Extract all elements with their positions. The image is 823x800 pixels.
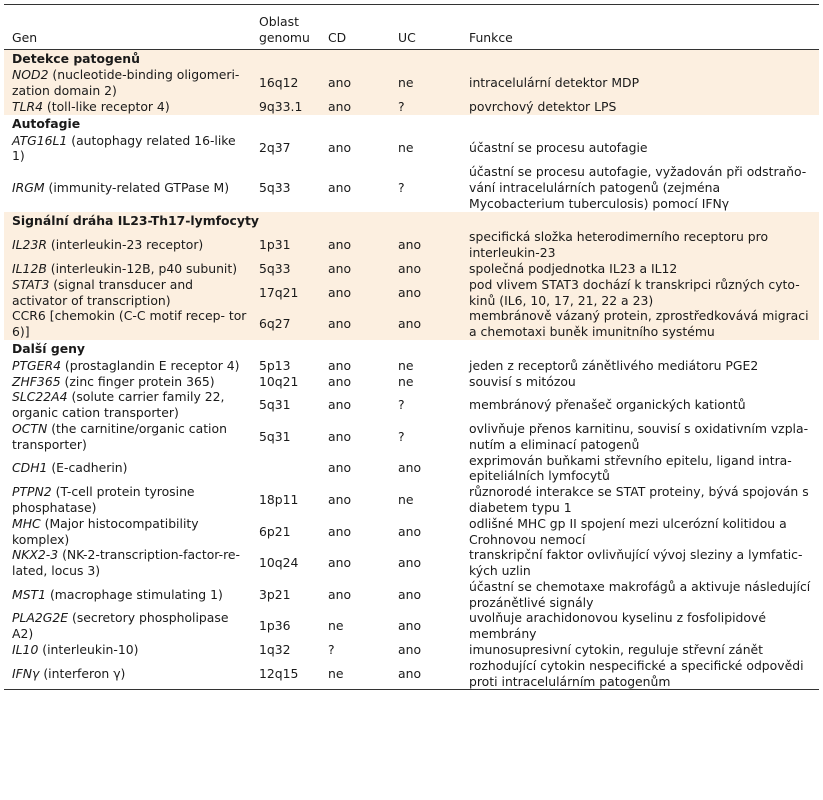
gene-description: (interleukin-10) (38, 642, 139, 658)
table-row (4, 484, 819, 516)
function-cell: rozhodující cytokin nespecifické a specifické odpovědi proti intracelulárním patogenům (461, 658, 819, 690)
table-row (4, 261, 819, 277)
gene-cell (4, 164, 251, 211)
gene-cell (4, 308, 251, 340)
section-header-row (4, 49, 819, 67)
locus-cell: 6p21 (259, 523, 291, 539)
gene-symbol: MST1 (12, 586, 47, 602)
gene-symbol: OCTN (12, 420, 48, 436)
function-cell: jeden z receptorů zánětlivého mediátoru PGE2 (469, 357, 759, 373)
uc-cell: ne (398, 357, 414, 373)
gene-description: (zinc finger protein 365) (60, 373, 215, 389)
gene-symbol: IRGM (12, 179, 45, 195)
locus-cell: 16q12 (251, 67, 320, 99)
gene-symbol: IFNγ (12, 665, 40, 681)
table-row (4, 453, 819, 485)
uc-cell: ano (398, 523, 422, 539)
uc-cell: ne (390, 67, 461, 99)
table-row (4, 547, 819, 579)
cd-cell: ano (328, 179, 352, 195)
gene-symbol: IL10 (12, 642, 39, 658)
gene-symbol: PTGER4 (12, 357, 61, 373)
locus-cell: 10q24 (259, 555, 299, 571)
header-uc: UC (390, 5, 461, 50)
uc-cell: ano (398, 460, 422, 476)
gene-cell (4, 453, 251, 485)
cd-cell: ano (328, 140, 352, 156)
gene-symbol: TLR4 (12, 98, 43, 114)
gene-cell (4, 579, 251, 611)
gene-description: (secretory phospholipase A2) (12, 610, 229, 642)
gene-description: (prostaglandin E receptor 4) (60, 357, 240, 373)
table-row (4, 658, 819, 690)
gene-cell (4, 516, 251, 548)
cd-cell: ? (328, 642, 335, 658)
gene-description: (E-cadherin) (47, 460, 128, 476)
cd-cell: ano (320, 277, 390, 309)
section-header-row (4, 115, 819, 133)
gene-cell (4, 421, 251, 453)
gene-cell (4, 99, 251, 115)
function-cell: specifická složka heterodimerního receptoru pro interleukin-23 (461, 229, 819, 261)
uc-cell: ? (398, 179, 405, 195)
table-row (4, 642, 819, 658)
gene-description: (the carnitine/organic cation transporter) (12, 420, 227, 452)
function-cell: účastní se procesu autofagie (469, 140, 648, 156)
cd-cell: ano (328, 555, 352, 571)
locus-cell: 6q27 (251, 308, 320, 340)
table-row (4, 277, 819, 309)
table-row (4, 67, 819, 99)
gene-description: (T-cell protein tyrosine phosphatase) (12, 484, 195, 515)
locus-cell (251, 453, 320, 485)
function-cell: uvolňuje arachidonovou kyselinu z fosfolipidové membrány (469, 610, 766, 642)
gene-symbol: ATG16L1 (12, 132, 68, 148)
gene-description: (Major histocompatibility komplex) (12, 515, 199, 547)
function-cell: pod vlivem STAT3 dochází k transkripci různých cyto- kinů (IL6, 10, 17, 21, 22 a 23) (461, 277, 819, 309)
gene-description: (interferon γ) (39, 665, 126, 681)
gene-symbol: MHC (12, 515, 41, 531)
gene-cell (4, 277, 251, 309)
uc-cell: ? (398, 397, 405, 413)
section-title: Signální dráha IL23-Th17-lymfocyty (4, 212, 819, 230)
table-row (4, 164, 819, 211)
gene-description: (autophagy related 16-like 1) (12, 132, 236, 164)
gene-symbol: SLC22A4 (12, 389, 68, 405)
function-cell: účastní se chemotaxe makrofágů a aktivuje následující prozánětlivé signály (469, 578, 811, 610)
gene-symbol: CDH1 (12, 460, 48, 476)
cd-cell: ano (328, 523, 352, 539)
table-row (4, 229, 819, 261)
section-title: Další geny (12, 340, 86, 356)
function-cell: povrchový detektor LPS (461, 99, 819, 115)
locus-cell: 12q15 (251, 658, 320, 690)
cd-cell: ano (320, 261, 390, 277)
gene-symbol: PLA2G2E (12, 610, 69, 626)
locus-cell: 17q21 (251, 277, 320, 309)
gene-symbol: ZHF365 (12, 373, 61, 389)
gene-cell (4, 389, 251, 421)
gene-symbol: IL23R (12, 237, 47, 253)
table-row (4, 579, 819, 611)
table-row (4, 308, 819, 340)
locus-cell: 5q31 (259, 397, 291, 413)
gene-table (4, 4, 819, 690)
section-title: Autofagie (12, 115, 81, 131)
cd-cell: ano (320, 308, 390, 340)
locus-cell: 3p21 (259, 586, 291, 602)
uc-cell: ano (398, 586, 422, 602)
function-cell: odlišné MHC gp II spojení mezi ulcerózní kolitidou a Crohnovou nemocí (469, 515, 787, 547)
gene-cell (4, 133, 251, 165)
locus-cell: 5q33 (259, 179, 291, 195)
function-cell: společná podjednotka IL23 a IL12 (461, 261, 819, 277)
table-row (4, 421, 819, 453)
locus-cell: 1q32 (259, 642, 291, 658)
header-gene: Gen (4, 5, 251, 50)
cd-cell: ano (320, 67, 390, 99)
cd-cell: ano (320, 229, 390, 261)
locus-cell: 10q21 (259, 373, 299, 389)
uc-cell: ? (390, 99, 461, 115)
uc-cell: ano (398, 555, 422, 571)
section-header-row (4, 212, 819, 230)
gene-cell (4, 642, 251, 658)
cd-cell: ne (328, 618, 344, 634)
gene-cell (4, 358, 251, 374)
uc-cell: ano (390, 261, 461, 277)
gene-description: (interleukin-12B, p40 subunit) (46, 260, 238, 276)
uc-cell: ano (398, 618, 422, 634)
uc-cell: ano (398, 642, 422, 658)
cd-cell: ano (328, 492, 352, 507)
gene-symbol: NOD2 (12, 67, 49, 83)
locus-cell: 9q33.1 (251, 99, 320, 115)
table-header (4, 5, 819, 50)
table-row (4, 374, 819, 390)
gene-symbol: NKX2-3 (12, 547, 59, 563)
uc-cell: ? (398, 428, 405, 444)
section-header-row (4, 340, 819, 358)
function-cell: účastní se procesu autofagie, vyžadován při odstraňo- vání intracelulárních patogenů (zejména Mycobacterium tuberculosis) pomocí IFNγ (469, 164, 807, 211)
uc-cell: ano (390, 658, 461, 690)
header-cd: CD (320, 5, 390, 50)
function-cell: různorodé interakce se STAT proteiny, bývá spojován s diabetem typu 1 (469, 484, 809, 515)
function-cell: intracelulární detektor MDP (461, 67, 819, 99)
cd-cell: ne (320, 658, 390, 690)
locus-cell: 1p31 (251, 229, 320, 261)
locus-cell: 5p13 (259, 357, 291, 373)
cd-cell: ano (328, 373, 352, 389)
locus-cell: 2q37 (259, 140, 291, 156)
table-row (4, 610, 819, 642)
uc-cell: ne (398, 492, 414, 507)
gene-cell (4, 610, 251, 642)
gene-cell (4, 261, 251, 277)
uc-cell: ne (398, 373, 414, 389)
gene-cell (4, 484, 251, 516)
gene-description: (signal transducer and activator of transcription) (12, 276, 194, 308)
function-cell: exprimován buňkami střevního epitelu, ligand intra- epiteliálních lymfocytů (469, 452, 792, 484)
table-row (4, 133, 819, 165)
uc-cell: ano (390, 229, 461, 261)
function-cell: transkripční faktor ovlivňující vývoj sleziny a lymfatic- kých uzlin (469, 547, 803, 579)
function-cell: souvisí s mitózou (469, 373, 576, 389)
gene-description: (toll-like receptor 4) (42, 98, 170, 114)
table-row (4, 516, 819, 548)
cd-cell: ano (328, 428, 352, 444)
cd-cell: ano (328, 357, 352, 373)
locus-cell: 1p36 (259, 618, 291, 634)
gene-cell (4, 374, 251, 390)
locus-cell: 18p11 (259, 492, 299, 507)
gene-description: (solute carrier family 22, organic cation transporter) (12, 389, 225, 421)
gene-description: (interleukin-23 receptor) (46, 237, 204, 253)
function-cell: membránově vázaný protein, zprostředkovává migraci a chemotaxi buněk imunitního systému (461, 308, 819, 340)
gene-description: (macrophage stimulating 1) (46, 586, 223, 602)
header-function: Funkce (461, 5, 819, 50)
table-row (4, 99, 819, 115)
header-locus: Oblast genomu (251, 5, 320, 50)
locus-cell: 5q33 (251, 261, 320, 277)
gene-description: (immunity-related GTPase M) (44, 179, 230, 195)
cd-cell: ano (328, 586, 352, 602)
gene-cell (4, 229, 251, 261)
gene-cell (4, 547, 251, 579)
gene-description: (NK-2-transcription-factor-re- lated, locus 3) (12, 547, 240, 579)
gene-description: (nucleotide-binding oligomeri- zation domain 2) (12, 67, 240, 99)
function-cell: membránový přenašeč organických kationtů (469, 397, 746, 413)
function-cell: ovlivňuje přenos karnitinu, souvisí s oxidativním vzpla- nutím a eliminací patogenů (469, 420, 809, 452)
gene-description: CCR6 [chemokin (C-C motif recep- tor 6)] (12, 308, 247, 340)
gene-symbol: IL12B (12, 260, 47, 276)
cd-cell: ano (328, 397, 352, 413)
uc-cell: ne (398, 140, 414, 156)
gene-cell (4, 658, 251, 690)
table-row (4, 389, 819, 421)
locus-cell: 5q31 (259, 428, 291, 444)
gene-symbol: PTPN2 (12, 484, 52, 500)
uc-cell: ano (390, 277, 461, 309)
function-cell: imunosupresivní cytokin, reguluje střevní zánět (469, 642, 764, 658)
gene-cell (4, 67, 251, 99)
uc-cell: ano (390, 308, 461, 340)
cd-cell: ano (328, 460, 352, 476)
section-title: Detekce patogenů (4, 49, 819, 67)
gene-symbol: STAT3 (12, 276, 50, 292)
cd-cell: ano (320, 99, 390, 115)
table-row (4, 358, 819, 374)
table-body (4, 49, 819, 690)
